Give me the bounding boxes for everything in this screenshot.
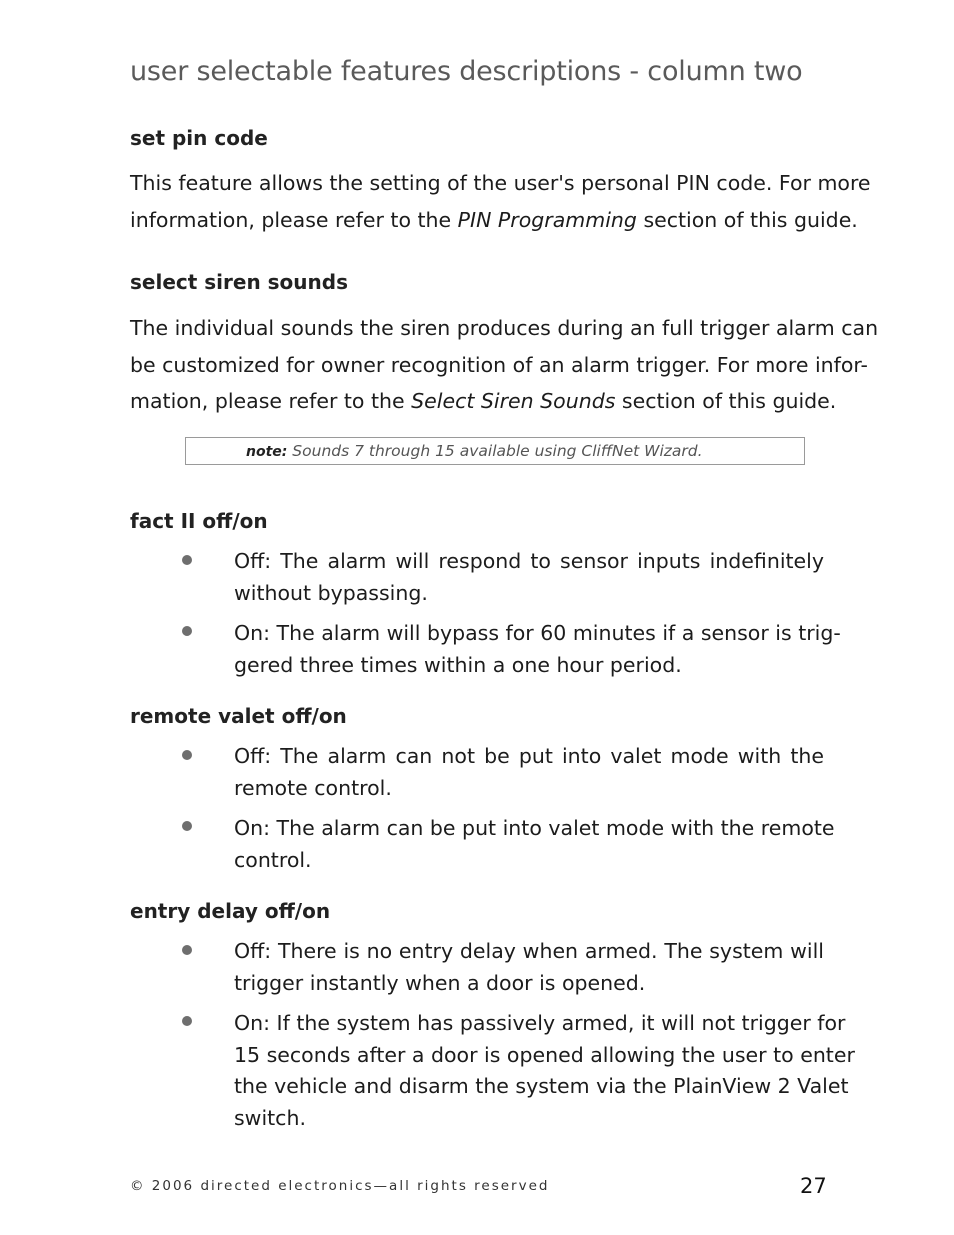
note-text: Sounds 7 through 15 available using CliffNet Wizard. (287, 442, 703, 460)
list-item-line: without bypassing. (234, 580, 428, 605)
text-run: information, please refer to the (130, 207, 458, 232)
paragraph-line (130, 202, 858, 239)
list-item-line: gered three times within a one hour period. (234, 652, 682, 677)
page-title: user selectable features descriptions - column two (130, 56, 803, 87)
list-item-line: Off: The alarm will respond to sensor inputs indefinitely (234, 549, 824, 573)
list-item-fact-off (234, 546, 824, 609)
page-number: 27 (800, 1174, 827, 1198)
list-item-line: Off: There is no entry delay when armed. The system will (234, 939, 824, 963)
text-run: section of this guide. (615, 389, 837, 413)
list-item-entry-off (234, 936, 824, 999)
note-label: note: (246, 444, 288, 460)
section-heading-fact-ii: fact II off/on (130, 509, 268, 533)
bullet-icon (182, 945, 192, 955)
emphasis-pin-programming: PIN Programming (457, 207, 637, 232)
emphasis-select-siren-sounds: Select Siren Sounds (411, 389, 616, 413)
paragraph-line: be customized for owner recognition of an alarm trigger. For more infor- (130, 352, 868, 377)
list-item-entry-on (234, 1008, 855, 1134)
list-item-valet-off (234, 741, 824, 804)
list-item-valet-on (234, 813, 835, 876)
bullet-icon (182, 821, 192, 831)
list-item-line: Off: The alarm can not be put into valet mode with the (234, 744, 824, 768)
text-run: section of this guide. (636, 207, 858, 232)
paragraph-line: This feature allows the setting of the user's personal PIN code. For more (130, 171, 871, 195)
section-heading-select-siren-sounds: select siren sounds (130, 270, 348, 294)
paragraph-line (130, 383, 837, 420)
list-item-line: control. (234, 847, 312, 872)
section-heading-entry-delay: entry delay off/on (130, 899, 331, 923)
section-heading-remote-valet: remote valet off/on (130, 704, 347, 728)
list-item-line: On: If the system has passively armed, it will not trigger for (234, 1011, 846, 1035)
paragraph-line: The individual sounds the siren produces during an full trigger alarm can (130, 316, 879, 340)
bullet-icon (182, 626, 192, 636)
note-box (185, 437, 805, 465)
text-run: mation, please refer to the (130, 389, 412, 413)
list-item-line: switch. (234, 1105, 306, 1130)
bullet-icon (182, 750, 192, 760)
list-item-line: the vehicle and disarm the system via the PlainView 2 Valet (234, 1074, 849, 1098)
note-content (246, 438, 703, 465)
paragraph-select-siren-sounds (130, 310, 879, 420)
section-heading-set-pin-code: set pin code (130, 126, 268, 150)
list-item-line: 15 seconds after a door is opened allowing the user to enter (234, 1042, 855, 1067)
list-item-line: On: The alarm can be put into valet mode with the remote (234, 816, 835, 840)
list-item-line: remote control. (234, 775, 392, 800)
bullet-icon (182, 555, 192, 565)
list-item-fact-on (234, 618, 841, 681)
bullet-icon (182, 1016, 192, 1026)
list-item-line: On: The alarm will bypass for 60 minutes if a sensor is trig- (234, 621, 841, 645)
footer-copyright: © 2006 directed electronics—all rights reserved (130, 1178, 550, 1194)
list-item-line: trigger instantly when a door is opened. (234, 970, 646, 995)
paragraph-set-pin-code (130, 165, 871, 238)
